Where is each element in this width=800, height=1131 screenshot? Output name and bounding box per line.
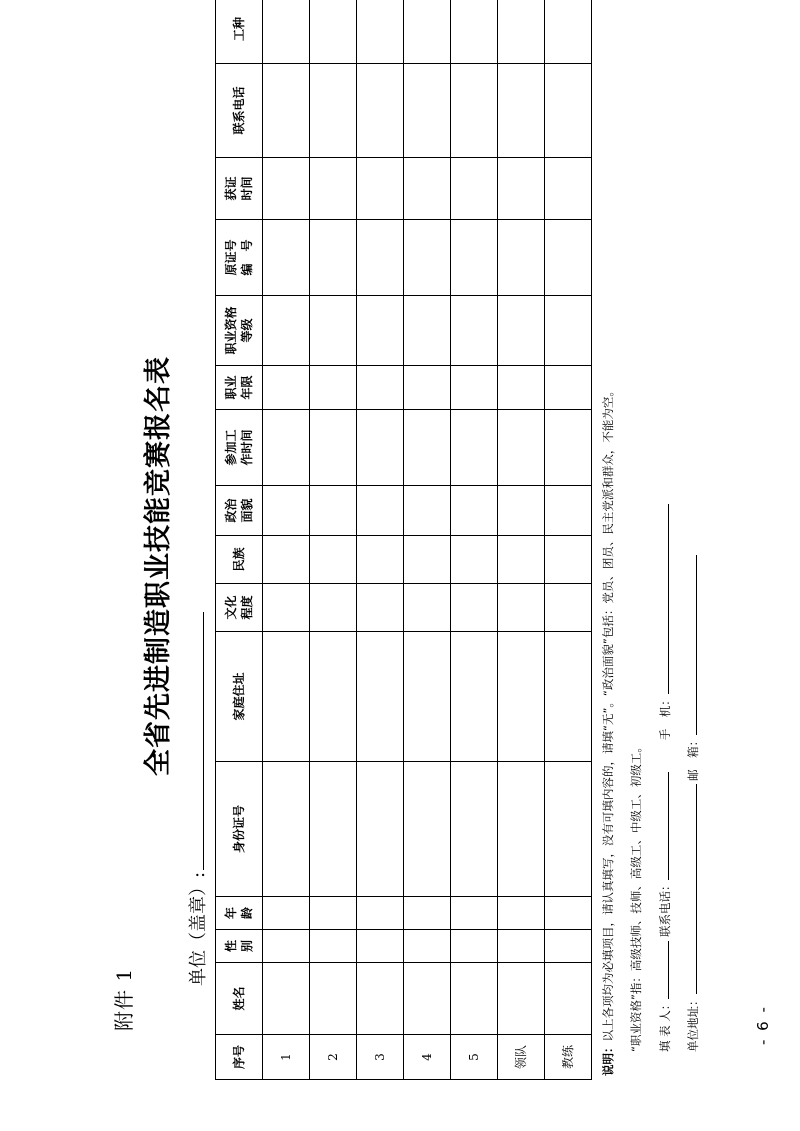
table-cell[interactable] <box>498 64 545 158</box>
table-cell[interactable] <box>545 536 592 584</box>
table-cell[interactable] <box>451 366 498 410</box>
address-info-line <box>684 555 701 1052</box>
table-cell[interactable] <box>357 486 404 536</box>
table-row <box>545 0 592 1080</box>
attachment-label: 附件 1 <box>112 967 136 1031</box>
table-header-row <box>216 0 263 1080</box>
row-number-cell: 3 <box>357 1035 404 1080</box>
table-cell[interactable] <box>498 0 545 64</box>
table-cell[interactable] <box>357 296 404 366</box>
table-cell[interactable] <box>451 762 498 897</box>
table-cell[interactable] <box>451 584 498 632</box>
table-cell[interactable] <box>545 930 592 963</box>
table-cell[interactable] <box>404 158 451 220</box>
table-cell[interactable] <box>451 410 498 486</box>
table-cell[interactable] <box>451 897 498 930</box>
table-cell[interactable] <box>404 220 451 296</box>
table-cell[interactable] <box>310 486 357 536</box>
table-cell[interactable] <box>404 410 451 486</box>
table-cell[interactable] <box>263 897 310 930</box>
table-cell[interactable] <box>357 897 404 930</box>
table-cell[interactable] <box>404 536 451 584</box>
table-row <box>263 0 310 1080</box>
table-cell[interactable] <box>451 486 498 536</box>
table-cell[interactable] <box>404 632 451 762</box>
table-cell[interactable] <box>263 762 310 897</box>
table-cell[interactable] <box>310 366 357 410</box>
table-cell[interactable] <box>404 584 451 632</box>
col-header-id-number: 身份证号 <box>216 762 263 897</box>
table-cell[interactable] <box>310 930 357 963</box>
table-cell[interactable] <box>263 158 310 220</box>
table-cell[interactable] <box>263 632 310 762</box>
col-header-phone: 联系电话 <box>216 64 263 158</box>
table-cell[interactable] <box>310 64 357 158</box>
table-cell[interactable] <box>263 220 310 296</box>
table-cell[interactable] <box>404 897 451 930</box>
table-cell[interactable] <box>263 410 310 486</box>
col-header-cert-number: 原证号 编 号 <box>216 220 263 296</box>
table-cell[interactable] <box>263 366 310 410</box>
table-cell[interactable] <box>404 486 451 536</box>
table-cell[interactable] <box>310 963 357 1035</box>
table-cell[interactable] <box>451 0 498 64</box>
col-header-gender: 性 别 <box>216 930 263 963</box>
row-number-cell: 教练 <box>545 1035 592 1080</box>
table-cell[interactable] <box>404 64 451 158</box>
phone-blank[interactable] <box>656 772 669 880</box>
row-number-cell: 2 <box>310 1035 357 1080</box>
page-number: - 6 - <box>754 1005 772 1045</box>
col-header-home-address: 家庭住址 <box>216 632 263 762</box>
col-header-work-years: 职业 年限 <box>216 366 263 410</box>
table-cell[interactable] <box>357 762 404 897</box>
table-cell[interactable] <box>357 963 404 1035</box>
table-cell[interactable] <box>310 220 357 296</box>
table-cell[interactable] <box>263 930 310 963</box>
table-cell[interactable] <box>404 0 451 64</box>
table-cell[interactable] <box>545 584 592 632</box>
table-cell[interactable] <box>545 762 592 897</box>
table-cell[interactable] <box>357 536 404 584</box>
table-cell[interactable] <box>357 930 404 963</box>
table-cell[interactable] <box>545 963 592 1035</box>
table-cell[interactable] <box>545 64 592 158</box>
table-cell[interactable] <box>404 296 451 366</box>
table-cell[interactable] <box>498 536 545 584</box>
col-header-name: 姓名 <box>216 963 263 1035</box>
table-cell[interactable] <box>498 584 545 632</box>
table-row <box>498 0 545 1080</box>
filler-info-line <box>656 504 673 1052</box>
table-cell[interactable] <box>451 632 498 762</box>
table-cell[interactable] <box>498 158 545 220</box>
table-cell[interactable] <box>357 220 404 296</box>
filler-blank[interactable] <box>656 941 669 999</box>
table-cell[interactable] <box>310 296 357 366</box>
row-number-cell: 5 <box>451 1035 498 1080</box>
registration-table <box>215 0 592 1080</box>
col-header-cert-date: 获证 时间 <box>216 158 263 220</box>
table-cell[interactable] <box>451 536 498 584</box>
table-cell[interactable] <box>310 536 357 584</box>
col-header-ethnicity: 民族 <box>216 536 263 584</box>
table-cell[interactable] <box>498 366 545 410</box>
table-cell[interactable] <box>451 296 498 366</box>
table-cell[interactable] <box>404 930 451 963</box>
col-header-age: 年 龄 <box>216 897 263 930</box>
table-cell[interactable] <box>263 296 310 366</box>
table-cell[interactable] <box>263 536 310 584</box>
table-cell[interactable] <box>263 64 310 158</box>
table-cell[interactable] <box>498 486 545 536</box>
table-cell[interactable] <box>545 366 592 410</box>
table-cell[interactable] <box>545 486 592 536</box>
table-cell[interactable] <box>357 410 404 486</box>
table-cell[interactable] <box>451 220 498 296</box>
phone-label: 联系电话： <box>658 879 672 938</box>
table-cell[interactable] <box>498 296 545 366</box>
table-cell[interactable] <box>357 366 404 410</box>
table-cell[interactable] <box>404 762 451 897</box>
col-header-qualification: 职业资格 等级 <box>216 296 263 366</box>
table-cell[interactable] <box>310 897 357 930</box>
row-number-cell: 4 <box>404 1035 451 1080</box>
table-cell[interactable] <box>451 158 498 220</box>
table-cell[interactable] <box>545 220 592 296</box>
table-cell[interactable] <box>263 963 310 1035</box>
col-header-trade: 工种 <box>216 0 263 64</box>
table-cell[interactable] <box>357 158 404 220</box>
filler-label: 填 表 人： <box>658 998 672 1052</box>
table-row <box>357 0 404 1080</box>
table-cell[interactable] <box>310 584 357 632</box>
page-title: 全省先进制造职业技能竞赛报名表 <box>143 356 174 776</box>
table-row <box>451 0 498 1080</box>
postcode-label: 邮 箱： <box>686 734 700 781</box>
table-cell[interactable] <box>310 410 357 486</box>
table-cell[interactable] <box>310 158 357 220</box>
table-cell[interactable] <box>545 296 592 366</box>
table-cell[interactable] <box>545 897 592 930</box>
table-cell[interactable] <box>263 584 310 632</box>
table-cell[interactable] <box>451 930 498 963</box>
unit-stamp-field <box>184 612 210 986</box>
table-cell[interactable] <box>498 762 545 897</box>
mobile-label: 手 机： <box>658 694 672 741</box>
table-cell[interactable] <box>498 897 545 930</box>
table-cell[interactable] <box>310 762 357 897</box>
row-number-cell: 领队 <box>498 1035 545 1080</box>
row-number-cell: 1 <box>263 1035 310 1080</box>
address-label: 单位地址： <box>686 994 700 1052</box>
col-header-education: 文化 程度 <box>216 584 263 632</box>
table-cell[interactable] <box>357 632 404 762</box>
postcode-blank[interactable] <box>684 555 697 735</box>
table-cell[interactable] <box>451 963 498 1035</box>
table-cell[interactable] <box>310 0 357 64</box>
table-cell[interactable] <box>310 632 357 762</box>
table-cell[interactable] <box>404 366 451 410</box>
table-cell[interactable] <box>498 930 545 963</box>
col-header-no: 序号 <box>216 1035 263 1080</box>
table-cell[interactable] <box>263 0 310 64</box>
table-cell[interactable] <box>357 584 404 632</box>
col-header-work-start: 参加工 作时间 <box>216 410 263 486</box>
table-cell[interactable] <box>498 220 545 296</box>
table-cell[interactable] <box>357 64 404 158</box>
table-cell[interactable] <box>498 410 545 486</box>
table-cell[interactable] <box>545 0 592 64</box>
address-blank[interactable] <box>684 785 697 995</box>
table-cell[interactable] <box>545 632 592 762</box>
table-cell[interactable] <box>545 158 592 220</box>
table-cell[interactable] <box>545 410 592 486</box>
table-row <box>404 0 451 1080</box>
table-row <box>310 0 357 1080</box>
note-line-1: 说明：以上各项均为必填项目，请认真填写，没有可填内容的，请填“无”。“政治面貌”包括：党员、团员、民主党派和群众，不能为空。 <box>601 385 615 1076</box>
table-cell[interactable] <box>498 963 545 1035</box>
unit-blank-line[interactable] <box>189 612 204 870</box>
table-cell[interactable] <box>451 64 498 158</box>
table-cell[interactable] <box>357 0 404 64</box>
mobile-blank[interactable] <box>656 504 669 694</box>
unit-label: 单位（盖章）: <box>188 871 209 986</box>
table-cell[interactable] <box>498 632 545 762</box>
note-line-2: “职业资格”指：高级技师、技师、高级工、中级工、初级工。 <box>629 741 643 1052</box>
col-header-political-status: 政治 面貌 <box>216 486 263 536</box>
table-cell[interactable] <box>404 963 451 1035</box>
table-cell[interactable] <box>263 486 310 536</box>
